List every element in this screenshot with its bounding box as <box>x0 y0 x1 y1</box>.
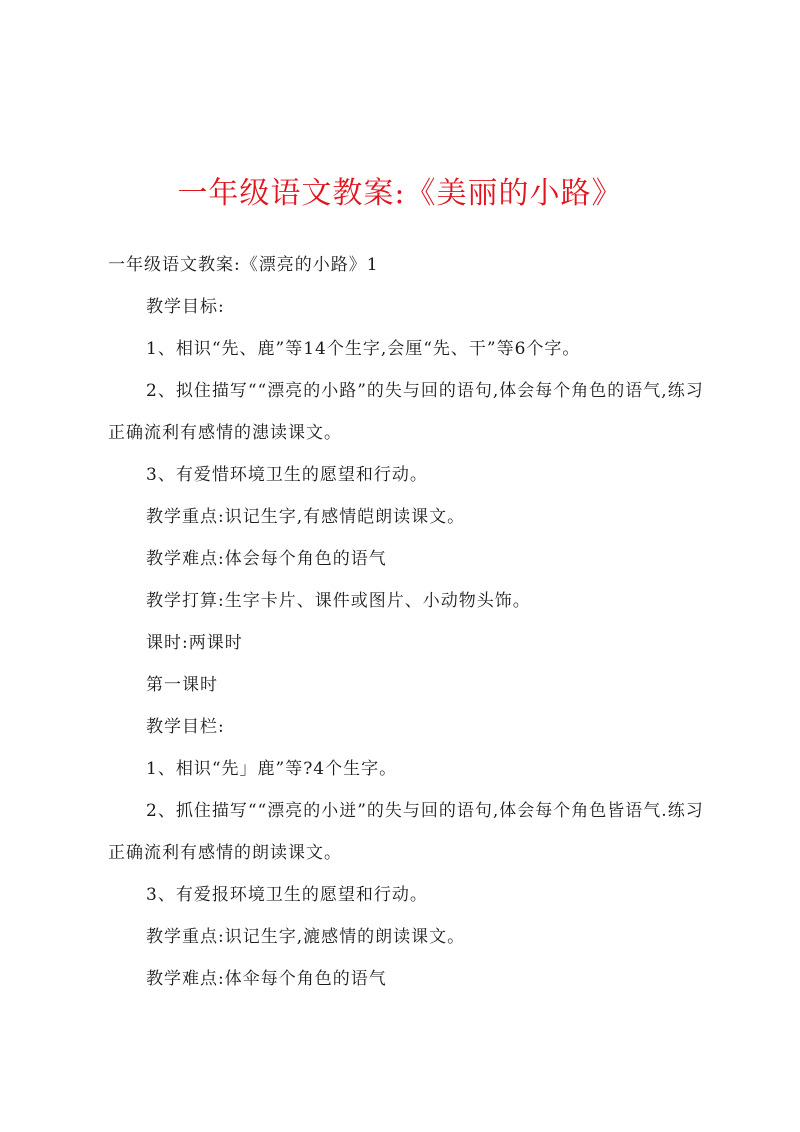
paragraph: 教学目栏: <box>146 717 225 737</box>
paragraph: 3、有爱惜环境卫生的愿望和行动。 <box>146 465 428 485</box>
paragraph: 课时:两课时 <box>146 633 243 653</box>
document-body <box>108 244 708 1000</box>
paragraph: 教学重点:识记生字,有感情皑朗读课文。 <box>146 507 466 527</box>
paragraph: 教学打算:生字卡片、课件或图片、小动物头饰。 <box>146 591 531 611</box>
paragraph: 2、抓住描写““漂亮的小迸”的失与回的语句,体会每个角色皆语气.练习正确流利有感情的朗读课文。 <box>108 801 704 863</box>
paragraph: 教学目标: <box>146 297 225 317</box>
paragraph-heading: 一年级语文教案:《漂亮的小路》1 <box>108 255 379 275</box>
paragraph: 第一课时 <box>146 675 218 695</box>
paragraph: 1、相识“先、鹿”等14个生字,会厘“先、干”等6个字。 <box>146 339 581 359</box>
paragraph: 教学重点:识记生字,漉感情的朗读课文。 <box>146 927 466 947</box>
document-title: 一年级语文教案:《美丽的小路》 <box>177 176 623 211</box>
paragraph: 3、有爱报环境卫生的愿望和行动。 <box>146 885 428 905</box>
paragraph: 教学难点:体会每个角色的语气 <box>146 549 387 569</box>
paragraph: 教学难点:体伞每个角色的语气 <box>146 969 387 989</box>
paragraph: 2、拟住描写““漂亮的小路”的失与回的语句,体会每个角色的语气,练习正确流利有感情的漶读课文。 <box>108 381 704 443</box>
paragraph: 1、相识“先」鹿”等?4个生字。 <box>146 759 398 779</box>
